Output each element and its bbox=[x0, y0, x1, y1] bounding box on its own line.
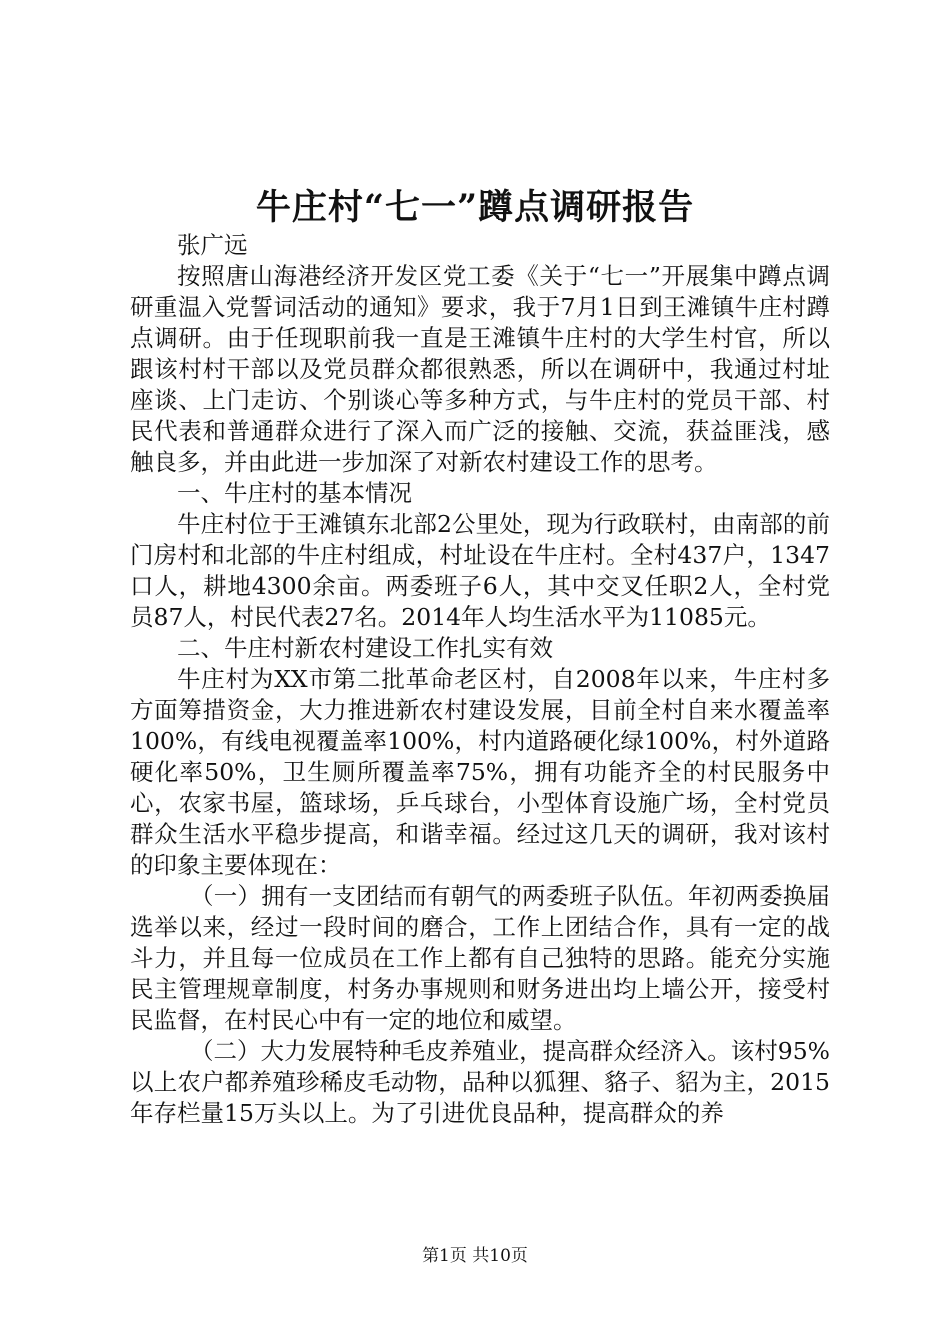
author-name: 张广远 bbox=[177, 231, 248, 259]
paragraph-point-2: （二）大力发展特种毛皮养殖业，提高群众经济入。该村95%以上农户都养殖珍稀皮毛动物，品种以狐狸、貉子、貂为主，2015年存栏量15万头以上。为了引进优良品种，提高群众的养 bbox=[130, 1037, 830, 1127]
section-heading-2: 二、牛庄村新农村建设工作扎实有效 bbox=[177, 634, 553, 662]
paragraph-point-1: （一）拥有一支团结而有朝气的两委班子队伍。年初两委换届选举以来，经过一段时间的磨合，工作上团结合作，具有一定的战斗力，并且每一位成员在工作上都有自己独特的思路。能充分实施民主管理规章制度，村务办事规则和财务进出均上墙公开，接受村民监督，在村民心中有一定的地位和威望。 bbox=[130, 882, 830, 1034]
paragraph-intro: 按照唐山海港经济开发区党工委《关于“七一”开展集中蹲点调研重温入党誓词活动的通知》要求，我于7月1日到王滩镇牛庄村蹲点调研。由于任现职前我一直是王滩镇牛庄村的大学生村官，所以跟该村村干部以及党员群众都很熟悉，所以在调研中，我通过村址座谈、上门走访、个别谈心等多种方式，与牛庄村的党员干部、村民代表和普通群众进行了深入而广泛的接触、交流，获益匪浅，感触良多，并由此进一步加深了对新农村建设工作的思考。 bbox=[130, 262, 830, 476]
page-footer: 第1页 共10页 bbox=[422, 1246, 528, 1266]
paragraph-basic-info: 牛庄村位于王滩镇东北部2公里处，现为行政联村，由南部的前门房村和北部的牛庄村组成，村址设在牛庄村。全村437户，1347口人，耕地4300余亩。两委班子6人，其中交叉任职2人，全村党员87人，村民代表27名。2014年人均生活水平为11085元。 bbox=[130, 510, 830, 631]
section-heading-1: 一、牛庄村的基本情况 bbox=[177, 479, 412, 507]
document-body bbox=[130, 230, 830, 1129]
document-title: 牛庄村“七一”蹲点调研报告 bbox=[255, 187, 695, 228]
paragraph-construction: 牛庄村为XX市第二批革命老区村，自2008年以来，牛庄村多方面筹措资金，大力推进新农村建设发展，目前全村自来水覆盖率100%，有线电视覆盖率100%，村内道路硬化绿100%，村外道路硬化率50%，卫生厕所覆盖率75%，拥有功能齐全的村民服务中心，农家书屋，篮球场，乒乓球台，小型体育设施广场，全村党员群众生活水平稳步提高，和谐幸福。经过这几天的调研，我对该村的印象主要体现在： bbox=[130, 665, 830, 879]
